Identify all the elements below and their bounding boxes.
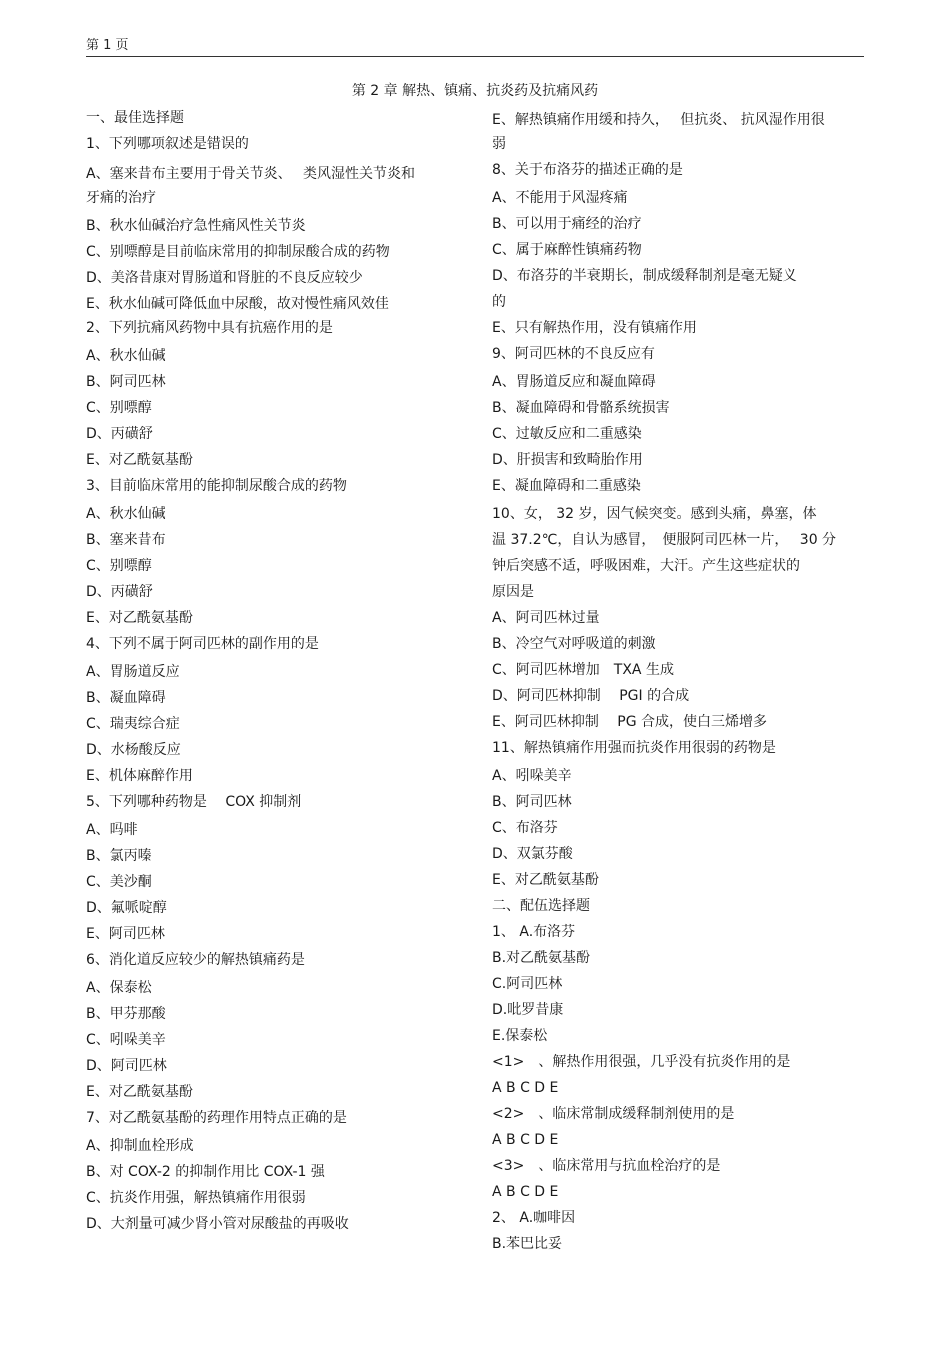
left-column-line: 1、下列哪项叙述是错误的 <box>86 136 249 152</box>
left-column-line: A、塞来昔布主要用于骨关节炎、 类风湿性关节炎和 <box>86 166 416 182</box>
header-divider <box>86 56 864 57</box>
page-number: 第 1 页 <box>86 38 129 53</box>
right-column-line: E.保泰松 <box>492 1028 548 1044</box>
left-column-line: D、丙磺舒 <box>86 426 153 442</box>
left-column-line: A、吗啡 <box>86 822 138 838</box>
right-column-line: <1> 、解热作用很强，几乎没有抗炎作用的是 <box>492 1054 791 1070</box>
right-column-line: C、阿司匹林增加 TXA 生成 <box>492 662 674 678</box>
right-column-line: 二、配伍选择题 <box>492 898 590 914</box>
right-column-line: A、阿司匹林过量 <box>492 610 600 626</box>
left-column-line: B、阿司匹林 <box>86 374 166 390</box>
right-column-line: 温 37.2℃，自认为感冒， 便服阿司匹林一片， 30 分 <box>492 532 837 548</box>
right-column-line: A、不能用于风湿疼痛 <box>492 190 628 206</box>
left-column-line: E、对乙酰氨基酚 <box>86 610 193 626</box>
right-column-line: B.苯巴比妥 <box>492 1236 563 1252</box>
right-column-line: C、属于麻醉性镇痛药物 <box>492 242 642 258</box>
left-column-line: 牙痛的治疗 <box>86 190 156 206</box>
left-column-line: C、瑞夷综合症 <box>86 716 180 732</box>
left-column-line: B、氯丙嗪 <box>86 848 152 864</box>
left-column-line: A、秋水仙碱 <box>86 348 166 364</box>
right-column-line: <2> 、临床常制成缓释制剂使用的是 <box>492 1106 735 1122</box>
right-column-line: A B C D E <box>492 1184 559 1200</box>
right-column-line: D.吡罗昔康 <box>492 1002 564 1018</box>
left-column-line: B、甲芬那酸 <box>86 1006 166 1022</box>
left-column-line: 2、下列抗痛风药物中具有抗癌作用的是 <box>86 320 333 336</box>
right-column-line: 的 <box>492 294 506 310</box>
left-column-line: D、美洛昔康对胃肠道和肾脏的不良反应较少 <box>86 270 363 286</box>
right-column-line: D、布洛芬的半衰期长，制成缓释制剂是毫无疑义 <box>492 268 797 284</box>
right-column-line: 2、 A.咖啡因 <box>492 1210 576 1226</box>
left-column-line: C、抗炎作用强，解热镇痛作用很弱 <box>86 1190 306 1206</box>
right-column-line: 弱 <box>492 136 506 152</box>
left-column-line: 3、目前临床常用的能抑制尿酸合成的药物 <box>86 478 347 494</box>
right-column-line: B、凝血障碍和骨骼系统损害 <box>492 400 670 416</box>
left-column-line: E、阿司匹林 <box>86 926 165 942</box>
right-column-line: B、阿司匹林 <box>492 794 572 810</box>
right-column-line: B、冷空气对呼吸道的刺激 <box>492 636 656 652</box>
left-column-line: D、丙磺舒 <box>86 584 153 600</box>
left-column-line: B、对 COX-2 的抑制作用比 COX-1 强 <box>86 1164 325 1180</box>
right-column-line: 1、 A.布洛芬 <box>492 924 576 940</box>
right-column-line: A B C D E <box>492 1132 559 1148</box>
right-column-line: 10、女， 32 岁，因气候突变。感到头痛，鼻塞，体 <box>492 506 817 522</box>
left-column-line: B、塞来昔布 <box>86 532 166 548</box>
left-column-line: C、别嘌醇 <box>86 558 152 574</box>
right-column-line: E、解热镇痛作用缓和持久， 但抗炎、 抗风湿作用很 <box>492 112 825 128</box>
right-column-line: A、吲哚美辛 <box>492 768 572 784</box>
left-column-line: 一、最佳选择题 <box>86 110 184 126</box>
left-column-line: D、大剂量可减少肾小管对尿酸盐的再吸收 <box>86 1216 349 1232</box>
right-column-line: 原因是 <box>492 584 534 600</box>
left-column-line: C、别嘌醇 <box>86 400 152 416</box>
right-column-line: E、凝血障碍和二重感染 <box>492 478 641 494</box>
left-column-line: A、抑制血栓形成 <box>86 1138 194 1154</box>
left-column-line: C、吲哚美辛 <box>86 1032 166 1048</box>
right-column-line: E、只有解热作用，没有镇痛作用 <box>492 320 697 336</box>
left-column-line: A、秋水仙碱 <box>86 506 166 522</box>
right-column-line: B.对乙酰氨基酚 <box>492 950 591 966</box>
left-column-line: 4、下列不属于阿司匹林的副作用的是 <box>86 636 319 652</box>
left-column-line: C、美沙酮 <box>86 874 152 890</box>
right-column-line: 11、解热镇痛作用强而抗炎作用很弱的药物是 <box>492 740 776 756</box>
left-column-line: B、秋水仙碱治疗急性痛风性关节炎 <box>86 218 306 234</box>
right-column-line: D、双氯芬酸 <box>492 846 573 862</box>
left-column-line: B、凝血障碍 <box>86 690 166 706</box>
left-column-line: D、阿司匹林 <box>86 1058 167 1074</box>
left-column-line: 6、消化道反应较少的解热镇痛药是 <box>86 952 305 968</box>
left-column-line: 7、对乙酰氨基酚的药理作用特点正确的是 <box>86 1110 347 1126</box>
right-column-line: 9、阿司匹林的不良反应有 <box>492 346 655 362</box>
right-column-line: C、布洛芬 <box>492 820 558 836</box>
left-column-line: A、胃肠道反应 <box>86 664 180 680</box>
right-column-line: A B C D E <box>492 1080 559 1096</box>
left-column-line: E、对乙酰氨基酚 <box>86 1084 193 1100</box>
left-column-line: E、秋水仙碱可降低血中尿酸，故对慢性痛风效佳 <box>86 296 389 312</box>
right-column-line: D、阿司匹林抑制 PGI 的合成 <box>492 688 690 704</box>
left-column-line: C、别嘌醇是目前临床常用的抑制尿酸合成的药物 <box>86 244 390 260</box>
right-column-line: E、对乙酰氨基酚 <box>492 872 599 888</box>
left-column-line: 5、下列哪种药物是 COX 抑制剂 <box>86 794 302 810</box>
right-column-line: 8、关于布洛芬的描述正确的是 <box>492 162 683 178</box>
left-column-line: E、机体麻醉作用 <box>86 768 193 784</box>
right-column-line: 钟后突感不适，呼吸困难，大汗。产生这些症状的 <box>492 558 800 574</box>
right-column-line: C、过敏反应和二重感染 <box>492 426 642 442</box>
right-column-line: A、胃肠道反应和凝血障碍 <box>492 374 656 390</box>
right-column-line: B、可以用于痛经的治疗 <box>492 216 642 232</box>
right-column-line: <3> 、临床常用与抗血栓治疗的是 <box>492 1158 721 1174</box>
left-column-line: A、保泰松 <box>86 980 152 996</box>
right-column-line: C.阿司匹林 <box>492 976 563 992</box>
right-column-line: E、阿司匹林抑制 PG 合成，使白三烯增多 <box>492 714 768 730</box>
left-column-line: D、氟哌啶醇 <box>86 900 167 916</box>
left-column-line: D、水杨酸反应 <box>86 742 181 758</box>
left-column-line: E、对乙酰氨基酚 <box>86 452 193 468</box>
right-column-line: D、肝损害和致畸胎作用 <box>492 452 643 468</box>
chapter-title: 第 2 章 解热、镇痛、抗炎药及抗痛风药 <box>351 83 599 99</box>
